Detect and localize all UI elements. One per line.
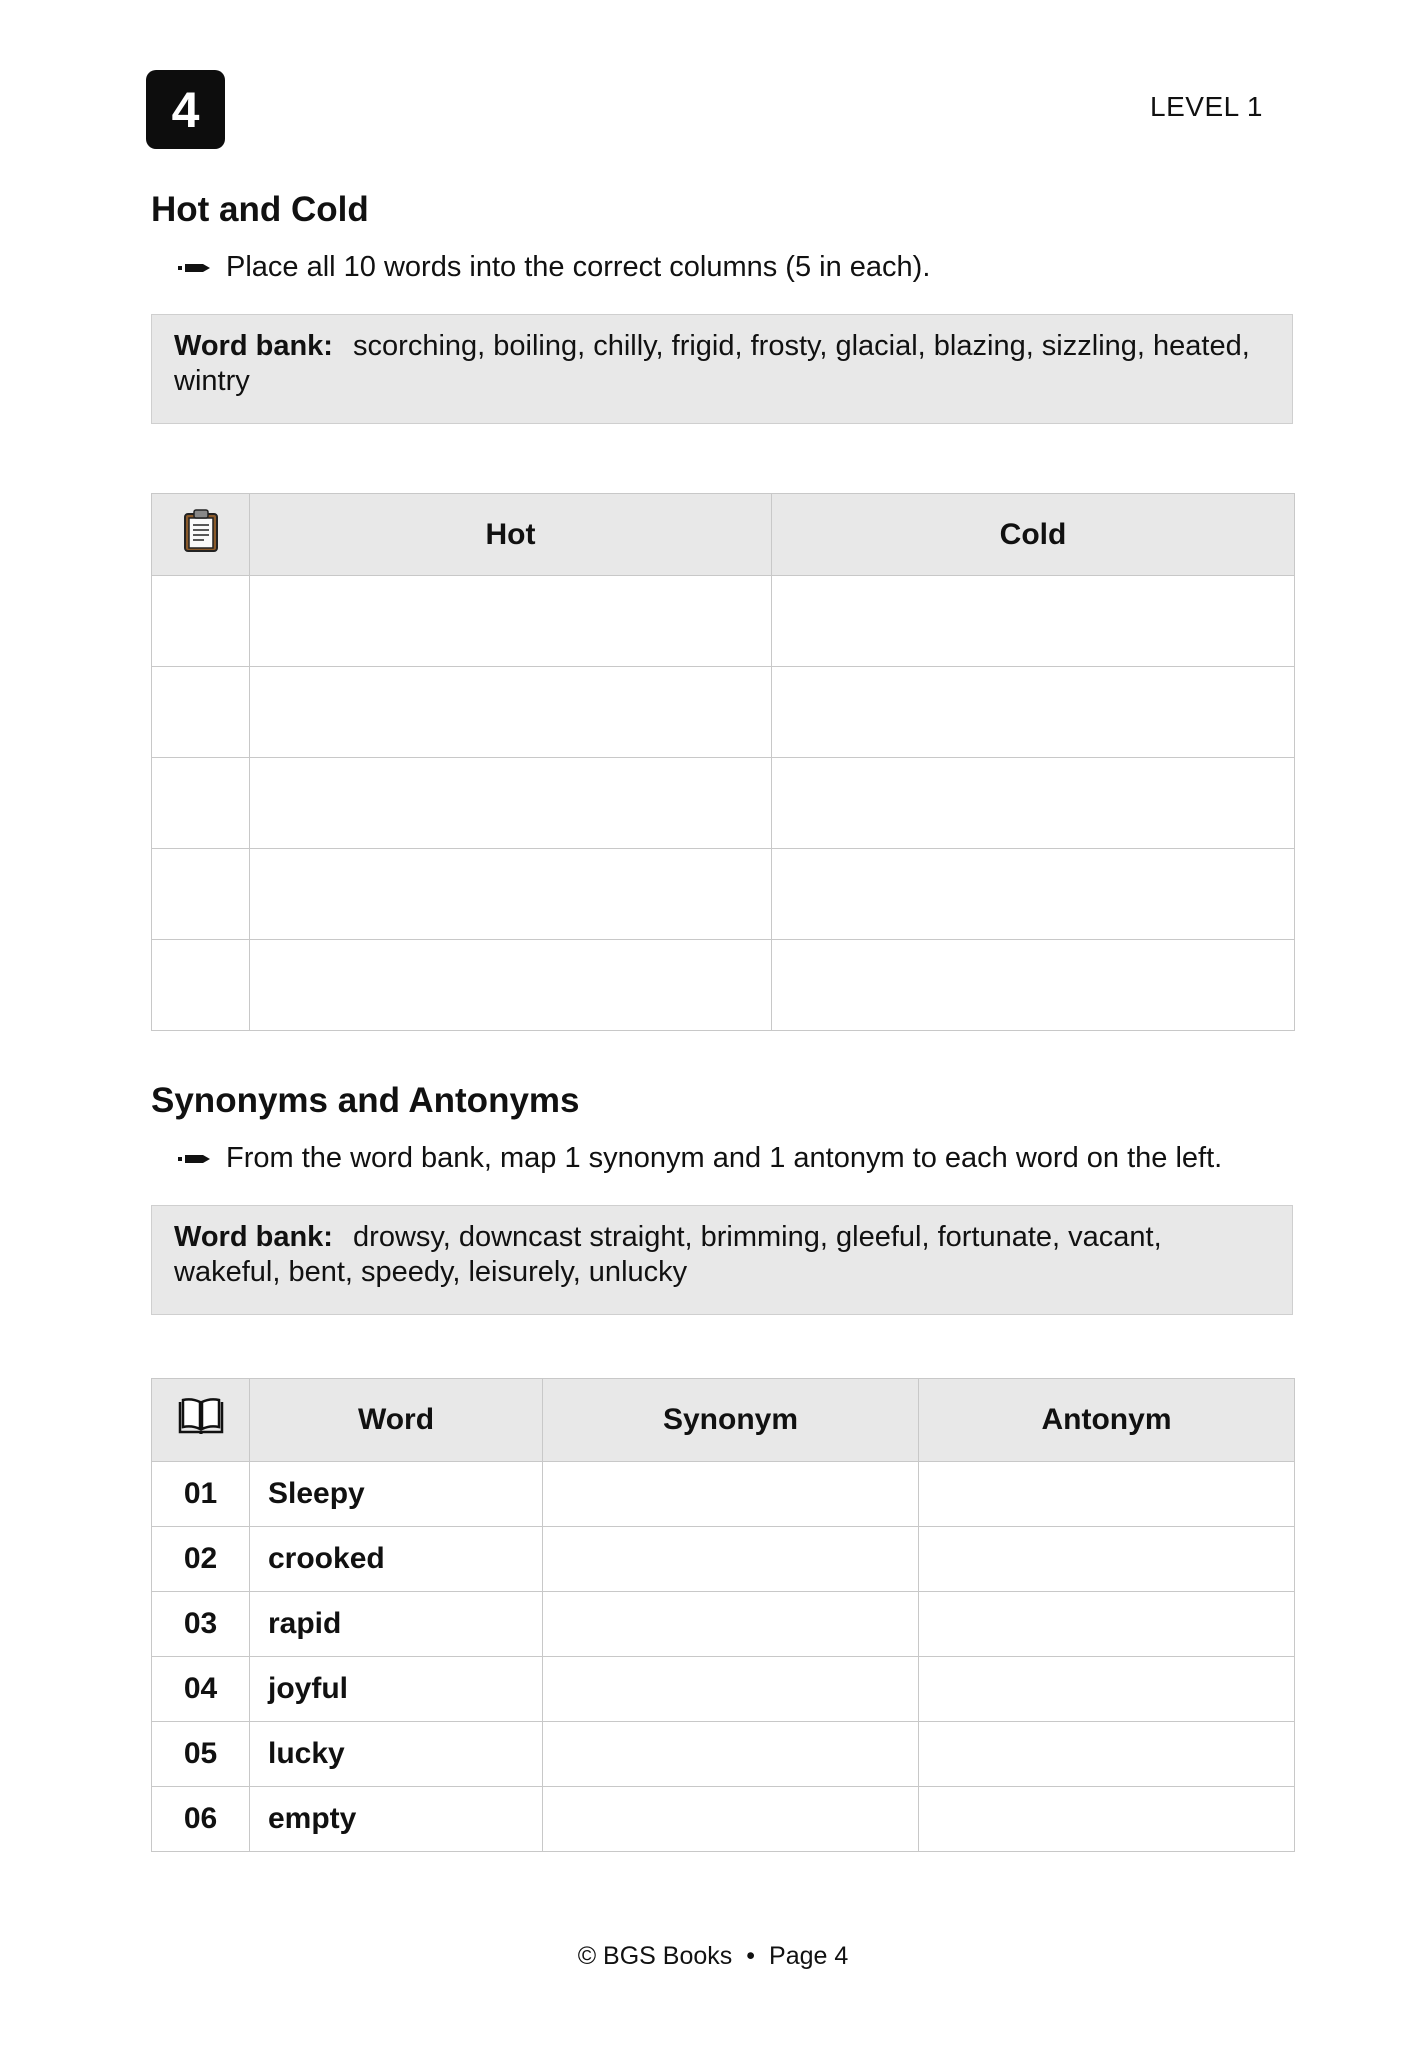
answer-cell-cold[interactable] [772,667,1295,758]
row-index-cell [152,576,250,667]
word-bank-synonyms [151,1205,1293,1315]
row-number: 02 [152,1527,250,1592]
table-row [152,1722,1295,1787]
hot-cold-table [151,493,1295,1031]
answer-cell-cold[interactable] [772,758,1295,849]
word-bank-label: Word bank: [174,1221,333,1253]
row-index-cell [152,940,250,1031]
synonym-answer-cell[interactable] [543,1787,919,1852]
table-row [152,1787,1295,1852]
antonym-answer-cell[interactable] [919,1657,1295,1722]
answer-cell-hot[interactable] [250,940,772,1031]
antonym-answer-cell[interactable] [919,1462,1295,1527]
row-word: empty [250,1787,543,1852]
answer-cell-hot[interactable] [250,758,772,849]
pencil-icon [178,1146,212,1172]
row-number: 04 [152,1657,250,1722]
word-bank-words: drowsy, downcast straight, brimming, gleeful, fortunate, vacant, wakeful, bent, speedy, leisurely, unlucky [174,1221,1162,1288]
row-number: 03 [152,1592,250,1657]
column-header-antonym: Antonym [919,1379,1295,1462]
antonym-answer-cell[interactable] [919,1527,1295,1592]
synonym-answer-cell[interactable] [543,1592,919,1657]
row-index-cell [152,667,250,758]
table-row [152,1462,1295,1527]
instruction-synonyms [178,1142,1222,1175]
row-number: 01 [152,1462,250,1527]
row-word: joyful [250,1657,543,1722]
row-index-cell [152,758,250,849]
synonym-antonym-table [151,1378,1295,1852]
synonym-answer-cell[interactable] [543,1462,919,1527]
instruction-hot-cold [178,251,930,284]
row-word: lucky [250,1722,543,1787]
clipboard-icon [182,527,220,560]
column-header-word: Word [250,1379,543,1462]
row-word: Sleepy [250,1462,543,1527]
table-icon-cell [152,494,250,576]
footer-separator: • [746,1942,756,1970]
antonym-answer-cell[interactable] [919,1592,1295,1657]
book-icon [178,1408,224,1441]
instruction-text: Place all 10 words into the correct columns (5 in each). [226,251,931,283]
answer-cell-hot[interactable] [250,849,772,940]
synonym-answer-cell[interactable] [543,1657,919,1722]
column-header-synonym: Synonym [543,1379,919,1462]
table-icon-cell [152,1379,250,1462]
page-number-badge: 4 [146,70,225,149]
answer-cell-cold[interactable] [772,576,1295,667]
footer-copyright: © BGS Books [577,1942,733,1970]
answer-cell-hot[interactable] [250,667,772,758]
section-title-hot-cold: Hot and Cold [151,190,369,229]
table-row [152,1592,1295,1657]
section-title-synonyms-antonyms: Synonyms and Antonyms [151,1081,580,1120]
word-bank-label: Word bank: [174,330,333,362]
table-row [152,1657,1295,1722]
level-label: LEVEL 1 [1150,91,1263,122]
pencil-icon [178,255,212,281]
answer-cell-hot[interactable] [250,576,772,667]
synonym-answer-cell[interactable] [543,1527,919,1592]
row-index-cell [152,849,250,940]
antonym-answer-cell[interactable] [919,1787,1295,1852]
row-word: crooked [250,1527,543,1592]
instruction-text: From the word bank, map 1 synonym and 1 antonym to each word on the left. [226,1142,1223,1174]
column-header-cold: Cold [772,494,1295,576]
column-header-hot: Hot [250,494,772,576]
antonym-answer-cell[interactable] [919,1722,1295,1787]
page-footer [0,1942,1426,1971]
row-number: 05 [152,1722,250,1787]
row-number: 06 [152,1787,250,1852]
answer-cell-cold[interactable] [772,940,1295,1031]
word-bank-hot-cold [151,314,1293,424]
synonym-answer-cell[interactable] [543,1722,919,1787]
footer-page: Page 4 [769,1942,849,1970]
word-bank-words: scorching, boiling, chilly, frigid, frosty, glacial, blazing, sizzling, heated, wintry [174,330,1250,397]
answer-cell-cold[interactable] [772,849,1295,940]
table-row [152,1527,1295,1592]
row-word: rapid [250,1592,543,1657]
